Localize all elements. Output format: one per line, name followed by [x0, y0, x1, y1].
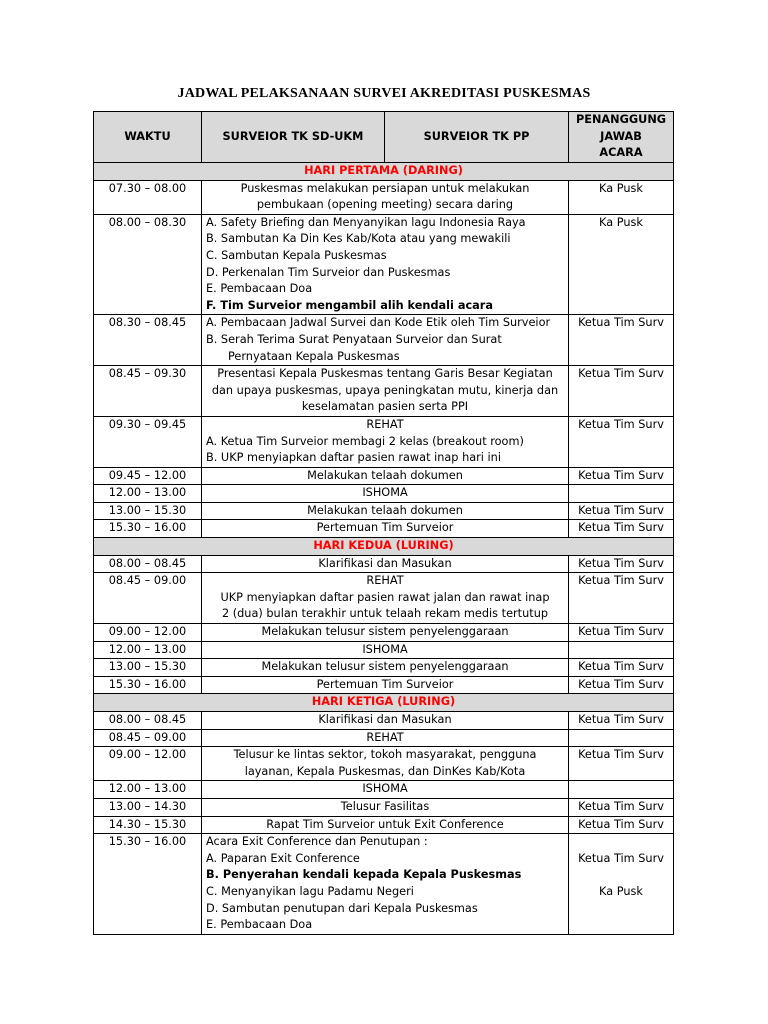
header-surveior-pp: SURVEIOR TK PP	[385, 112, 569, 163]
header-pic-line: JAWAB	[600, 129, 642, 143]
activity-cell	[202, 747, 569, 781]
activity-line: REHAT	[366, 417, 404, 431]
activity-line: A. Safety Briefing dan Menyanyikan lagu Indonesia Raya	[206, 215, 526, 229]
table-row	[94, 485, 674, 503]
header-pic-line: PENANGGUNG	[575, 113, 667, 127]
pic-cell: Ketua Tim Surv	[569, 502, 674, 520]
activity-line: pembukaan (opening meeting) secara daring	[256, 198, 514, 212]
activity-line: Puskesmas melakukan persiapan untuk melakukan	[240, 181, 530, 195]
activity-cell	[202, 315, 569, 366]
activity-line: Telusur ke lintas sektor, tokoh masyarakat, pengguna	[233, 748, 537, 762]
pic-line: Ketua Tim Surv	[578, 851, 664, 865]
spacer	[573, 867, 669, 884]
activity-line: UKP menyiapkan daftar pasien rawat jalan dan rawat inap	[220, 590, 550, 604]
spacer	[573, 834, 669, 851]
time-cell: 09.00 – 12.00	[94, 747, 202, 781]
pic-cell: Ketua Tim Surv	[569, 676, 674, 694]
table-row	[94, 641, 674, 659]
table-row	[94, 416, 674, 467]
activity-line: D. Sambutan penutupan dari Kepala Puskesmas	[206, 901, 478, 915]
activity-line: C. Sambutan Kepala Puskesmas	[206, 248, 387, 262]
activity-cell: Melakukan telusur sistem penyelenggaraan	[202, 659, 569, 677]
activity-cell: Melakukan telaah dokumen	[202, 467, 569, 485]
pic-cell: Ketua Tim Surv	[569, 816, 674, 834]
time-cell: 12.00 – 13.00	[94, 781, 202, 799]
day-label: HARI PERTAMA (DARING)	[94, 163, 674, 181]
time-cell: 15.30 – 16.00	[94, 676, 202, 694]
time-cell: 13.00 – 15.30	[94, 502, 202, 520]
table-row	[94, 712, 674, 730]
table-row	[94, 315, 674, 366]
table-row	[94, 747, 674, 781]
time-cell: 12.00 – 13.00	[94, 485, 202, 503]
pic-cell: Ka Pusk	[569, 214, 674, 315]
activity-cell: ISHOMA	[202, 641, 569, 659]
day-label: HARI KEDUA (LURING)	[94, 538, 674, 556]
activity-line: REHAT	[366, 574, 404, 588]
activity-line-bold: B. Penyerahan kendali kepada Kepala Puskesmas	[206, 868, 522, 882]
day-row-3	[94, 694, 674, 712]
pic-cell: Ketua Tim Surv	[569, 366, 674, 417]
time-cell: 08.45 – 09.30	[94, 366, 202, 417]
table-row	[94, 729, 674, 747]
table-row	[94, 214, 674, 315]
activity-cell	[202, 834, 569, 935]
activity-cell	[202, 180, 569, 214]
activity-cell: Klarifikasi dan Masukan	[202, 555, 569, 573]
header-surveior-ukm: SURVEIOR TK SD-UKM	[202, 112, 385, 163]
pic-cell	[569, 485, 674, 503]
activity-line: keselamatan pasien serta PPI	[301, 400, 469, 414]
activity-line: layanan, Kepala Puskesmas, dan DinKes Kab/Kota	[244, 764, 526, 778]
time-cell: 13.00 – 14.30	[94, 798, 202, 816]
table-row	[94, 781, 674, 799]
table-row	[94, 624, 674, 642]
activity-cell: Melakukan telaah dokumen	[202, 502, 569, 520]
activity-cell	[202, 214, 569, 315]
table-row	[94, 834, 674, 935]
document-title: JADWAL PELAKSANAAN SURVEI AKREDITASI PUSKESMAS	[177, 86, 591, 101]
activity-cell: ISHOMA	[202, 781, 569, 799]
time-cell: 15.30 – 16.00	[94, 520, 202, 538]
table-row	[94, 555, 674, 573]
time-cell: 08.45 – 09.00	[94, 729, 202, 747]
activity-line: dan upaya puskesmas, upaya peningkatan mutu, kinerja dan	[211, 383, 559, 397]
activity-line-bold: F. Tim Surveior mengambil alih kendali acara	[206, 298, 493, 312]
schedule-table	[93, 111, 674, 935]
activity-line: Pernyataan Kepala Puskesmas	[228, 349, 400, 363]
table-row	[94, 467, 674, 485]
pic-cell	[569, 729, 674, 747]
pic-cell: Ketua Tim Surv	[569, 624, 674, 642]
time-cell: 07.30 – 08.00	[94, 180, 202, 214]
header-pic-line: ACARA	[599, 146, 643, 160]
activity-cell: Rapat Tim Surveior untuk Exit Conference	[202, 816, 569, 834]
pic-cell: Ketua Tim Surv	[569, 416, 674, 467]
activity-line: B. UKP menyiapkan daftar pasien rawat inap hari ini	[206, 451, 501, 465]
pic-cell: Ka Pusk	[569, 180, 674, 214]
pic-cell: Ketua Tim Surv	[569, 573, 674, 624]
activity-line: E. Pembacaan Doa	[206, 918, 313, 932]
time-cell: 09.45 – 12.00	[94, 467, 202, 485]
table-row	[94, 366, 674, 417]
time-cell: 09.00 – 12.00	[94, 624, 202, 642]
time-cell: 08.00 – 08.45	[94, 712, 202, 730]
activity-cell: Telusur Fasilitas	[202, 798, 569, 816]
activity-line: A. Paparan Exit Conference	[206, 851, 360, 865]
activity-cell: Klarifikasi dan Masukan	[202, 712, 569, 730]
activity-line: C. Menyanyikan lagu Padamu Negeri	[206, 884, 414, 898]
pic-cell: Ketua Tim Surv	[569, 467, 674, 485]
activity-line: Acara Exit Conference dan Penutupan :	[206, 835, 428, 849]
day-label: HARI KETIGA (LURING)	[94, 694, 674, 712]
time-cell: 12.00 – 13.00	[94, 641, 202, 659]
table-row	[94, 502, 674, 520]
activity-line: A. Pembacaan Jadwal Survei dan Kode Etik oleh Tim Surveior	[206, 316, 551, 330]
time-cell: 09.30 – 09.45	[94, 416, 202, 467]
header-waktu: WAKTU	[94, 112, 202, 163]
time-cell: 08.00 – 08.30	[94, 214, 202, 315]
activity-cell: REHAT	[202, 729, 569, 747]
activity-line: D. Perkenalan Tim Surveior dan Puskesmas	[206, 265, 451, 279]
activity-line: B. Sambutan Ka Din Kes Kab/Kota atau yang mewakili	[206, 232, 511, 246]
day-row-1	[94, 163, 674, 181]
day-row-2	[94, 538, 674, 556]
table-row	[94, 520, 674, 538]
activity-line: E. Pembacaan Doa	[206, 282, 313, 296]
pic-line: Ka Pusk	[599, 884, 643, 898]
time-cell: 08.30 – 08.45	[94, 315, 202, 366]
activity-cell: Melakukan telusur sistem penyelenggaraan	[202, 624, 569, 642]
activity-line: Presentasi Kepala Puskesmas tentang Garis Besar Kegiatan	[217, 367, 553, 381]
table-row	[94, 798, 674, 816]
activity-cell	[202, 416, 569, 467]
pic-cell: Ketua Tim Surv	[569, 315, 674, 366]
time-cell: 13.00 – 15.30	[94, 659, 202, 677]
activity-cell: Pertemuan Tim Surveior	[202, 676, 569, 694]
time-cell: 14.30 – 15.30	[94, 816, 202, 834]
pic-cell	[569, 641, 674, 659]
pic-cell: Ketua Tim Surv	[569, 798, 674, 816]
activity-line: A. Ketua Tim Surveior membagi 2 kelas (breakout room)	[206, 434, 524, 448]
activity-cell: Pertemuan Tim Surveior	[202, 520, 569, 538]
activity-line: B. Serah Terima Surat Penyataan Surveior dan Surat	[206, 332, 502, 346]
pic-cell: Ketua Tim Surv	[569, 555, 674, 573]
table-row	[94, 676, 674, 694]
table-row	[94, 659, 674, 677]
pic-cell: Ketua Tim Surv	[569, 520, 674, 538]
header-penanggung-jawab	[569, 112, 674, 163]
activity-cell	[202, 366, 569, 417]
table-row	[94, 180, 674, 214]
activity-cell: ISHOMA	[202, 485, 569, 503]
time-cell: 15.30 – 16.00	[94, 834, 202, 935]
header-row	[94, 112, 674, 163]
pic-cell: Ketua Tim Surv	[569, 747, 674, 781]
activity-cell	[202, 573, 569, 624]
pic-cell: Ketua Tim Surv	[569, 659, 674, 677]
pic-cell: Ketua Tim Surv	[569, 712, 674, 730]
pic-cell	[569, 834, 674, 935]
time-cell: 08.00 – 08.45	[94, 555, 202, 573]
pic-cell	[569, 781, 674, 799]
table-row	[94, 816, 674, 834]
activity-line: 2 (dua) bulan terakhir untuk telaah rekam medis tertutup	[221, 607, 549, 621]
time-cell: 08.45 – 09.00	[94, 573, 202, 624]
table-row	[94, 573, 674, 624]
